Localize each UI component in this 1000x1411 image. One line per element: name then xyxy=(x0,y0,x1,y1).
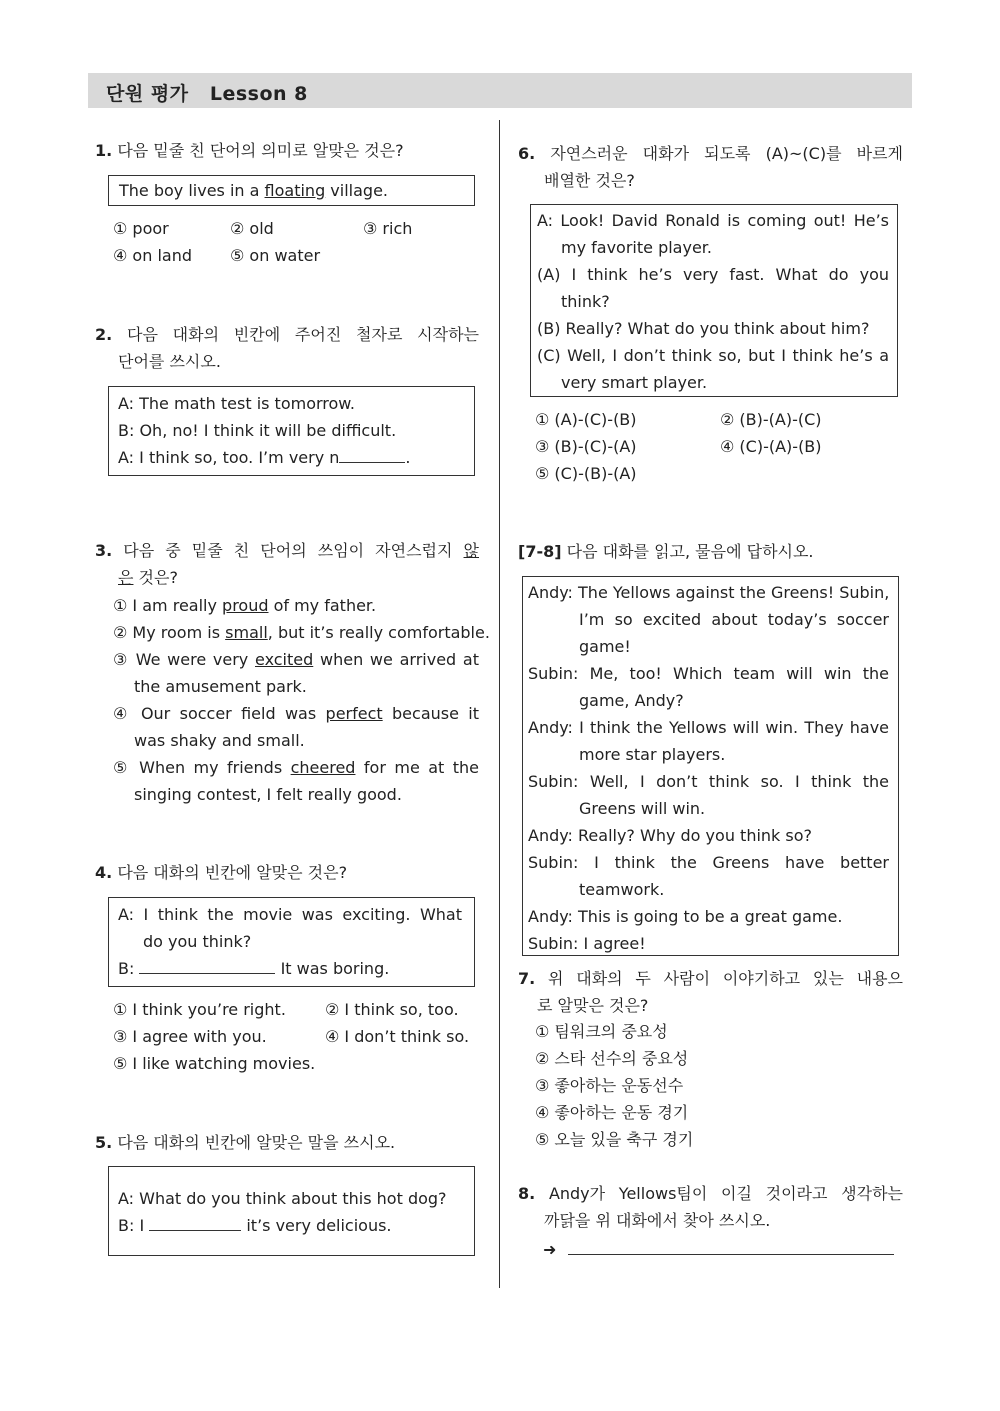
q6-line-a: A: Look! David Ronald is coming out! He’s xyxy=(537,211,889,230)
q6-line-b2: think? xyxy=(561,292,610,311)
dialog-line-1c: game! xyxy=(579,637,631,656)
dialog-line-4: Subin: Well, I don’t think so. I think the xyxy=(528,772,889,791)
q1-choice-2[interactable]: ② old xyxy=(230,219,274,238)
dialog-line-1b: I’m so excited about today’s soccer xyxy=(579,610,889,629)
page-title: 단원 평가 Lesson 8 xyxy=(106,83,308,105)
q2-line-2: B: Oh, no! I think it will be difficult. xyxy=(118,421,397,440)
q3-prompt-line1: 3. 다음 중 밑줄 친 단어의 쓰임이 자연스럽지 않 xyxy=(95,541,479,560)
q6-prompt-line1: 6. 자연스러운 대화가 되도록 (A)~(C)를 바르게 xyxy=(518,144,903,163)
q3-choice-4[interactable]: ④ Our soccer field was perfect because it xyxy=(113,704,480,723)
q4-dialog-box xyxy=(108,897,475,987)
q1-prompt: 1. 다음 밑줄 친 단어의 의미로 알맞은 것은? xyxy=(95,141,404,160)
q3-choice-5[interactable]: ⑤ When my friends cheered for me at the xyxy=(113,758,480,777)
q4-choice-5[interactable]: ⑤ I like watching movies. xyxy=(113,1054,316,1073)
q2-line-3: A: I think so, too. I’m very n . xyxy=(118,448,411,467)
q7-choice-4[interactable]: ④ 좋아하는 운동 경기 xyxy=(535,1103,689,1122)
dialog-line-6: Subin: I think the Greens have better xyxy=(528,853,889,872)
q5-line-1: A: What do you think about this hot dog? xyxy=(118,1189,447,1208)
q6-choice-1[interactable]: ① (A)-(C)-(B) xyxy=(535,410,637,429)
q2-prompt-line1: 2. 다음 대화의 빈칸에 주어진 철자로 시작하는 xyxy=(95,325,479,344)
dialog-line-8: Subin: I agree! xyxy=(528,934,646,953)
q6-line-d2: very smart player. xyxy=(561,373,708,392)
q6-choice-4[interactable]: ④ (C)-(A)-(B) xyxy=(720,437,822,456)
q78-instruction: [7-8] 다음 대화를 읽고, 물음에 답하시오. xyxy=(518,542,814,561)
q8-prompt-line2: 까닭을 위 대화에서 찾아 쓰시오. xyxy=(544,1211,771,1230)
q2-dialog-box xyxy=(108,386,475,476)
q3-choice-4-cont: was shaky and small. xyxy=(134,731,305,750)
q2-line-1: A: The math test is tomorrow. xyxy=(118,394,356,413)
q4-choice-4[interactable]: ④ I don’t think so. xyxy=(325,1027,470,1046)
dialog-line-3: Andy: I think the Yellows will win. They have xyxy=(528,718,889,737)
q7-choice-3[interactable]: ③ 좋아하는 운동선수 xyxy=(535,1076,684,1095)
dialog-line-3b: more star players. xyxy=(579,745,726,764)
q5-prompt: 5. 다음 대화의 빈칸에 알맞은 말을 쓰시오. xyxy=(95,1133,396,1152)
q5-dialog-box xyxy=(108,1166,475,1256)
dialog-line-2: Subin: Me, too! Which team will win the xyxy=(528,664,889,683)
q4-prompt: 4. 다음 대화의 빈칸에 알맞은 것은? xyxy=(95,863,348,882)
q3-choice-5-cont: singing contest, I felt really good. xyxy=(134,785,402,804)
q4-choice-2[interactable]: ② I think so, too. xyxy=(325,1000,459,1019)
q1-sentence-box xyxy=(108,175,475,206)
dialog-line-6b: teamwork. xyxy=(579,880,665,899)
dialog-line-7: Andy: This is going to be a great game. xyxy=(528,907,843,926)
q6-line-a2: my favorite player. xyxy=(561,238,712,257)
q5-line-2: B: I it’s very delicious. xyxy=(118,1216,392,1235)
q2-prompt-line2: 단어를 쓰시오. xyxy=(118,352,221,371)
dialog-line-2b: game, Andy? xyxy=(579,691,684,710)
q6-choice-5[interactable]: ⑤ (C)-(B)-(A) xyxy=(535,464,637,483)
q4-answer-blank[interactable] xyxy=(139,959,275,974)
dialog-line-4b: Greens will win. xyxy=(579,799,706,818)
q8-answer-blank[interactable] xyxy=(568,1240,894,1255)
q3-prompt-line2: 은 것은? xyxy=(118,568,178,587)
q7-prompt-line1: 7. 위 대화의 두 사람이 이야기하고 있는 내용으 xyxy=(518,969,903,988)
q1-sentence: The boy lives in a floating village. xyxy=(119,181,388,200)
q3-choice-1[interactable]: ① I am really proud of my father. xyxy=(113,596,377,615)
dialog-line-1: Andy: The Yellows against the Greens! Subin, xyxy=(528,583,890,602)
q6-choice-2[interactable]: ② (B)-(A)-(C) xyxy=(720,410,822,429)
q4-line-1b: do you think? xyxy=(143,932,252,951)
q1-choice-5[interactable]: ⑤ on water xyxy=(230,246,321,265)
q78-dialog-box xyxy=(522,576,899,956)
q6-line-b: (A) I think he’s very fast. What do you xyxy=(537,265,889,284)
page-header xyxy=(88,73,912,108)
q4-line-1: A: I think the movie was exciting. What xyxy=(118,905,462,924)
q8-prompt-line1: 8. Andy가 Yellows팀이 이길 것이라고 생각하는 xyxy=(518,1184,904,1203)
q5-answer-blank[interactable] xyxy=(149,1216,241,1231)
q1-choice-3[interactable]: ③ rich xyxy=(363,219,413,238)
q1-choice-4[interactable]: ④ on land xyxy=(113,246,192,265)
column-divider xyxy=(499,120,500,1288)
arrow-icon: ➜ xyxy=(543,1240,557,1259)
q3-choice-3-cont: the amusement park. xyxy=(134,677,307,696)
q7-prompt-line2: 로 알맞은 것은? xyxy=(537,996,649,1015)
q7-choice-2[interactable]: ② 스타 선수의 중요성 xyxy=(535,1049,689,1068)
dialog-line-5: Andy: Really? Why do you think so? xyxy=(528,826,813,845)
q4-choice-1[interactable]: ① I think you’re right. xyxy=(113,1000,286,1019)
q6-prompt-line2: 배열한 것은? xyxy=(544,171,635,190)
q6-line-d: (C) Well, I don’t think so, but I think he’s a xyxy=(537,346,889,365)
q6-dialog-box xyxy=(530,204,898,397)
q7-choice-1[interactable]: ① 팀워크의 중요성 xyxy=(535,1022,668,1041)
q3-choice-2[interactable]: ② My room is small, but it’s really comfortable. xyxy=(113,623,490,642)
q8-answer-row xyxy=(543,1236,894,1263)
q1-choice-1[interactable]: ① poor xyxy=(113,219,169,238)
q4-line-2: B: It was boring. xyxy=(118,959,390,978)
q4-choice-3[interactable]: ③ I agree with you. xyxy=(113,1027,267,1046)
q7-choice-5[interactable]: ⑤ 오늘 있을 축구 경기 xyxy=(535,1130,694,1149)
q3-choice-3[interactable]: ③ We were very excited when we arrived at xyxy=(113,650,479,669)
q6-choice-3[interactable]: ③ (B)-(C)-(A) xyxy=(535,437,637,456)
q2-answer-blank[interactable] xyxy=(339,448,405,463)
q6-line-c: (B) Really? What do you think about him? xyxy=(537,319,870,338)
